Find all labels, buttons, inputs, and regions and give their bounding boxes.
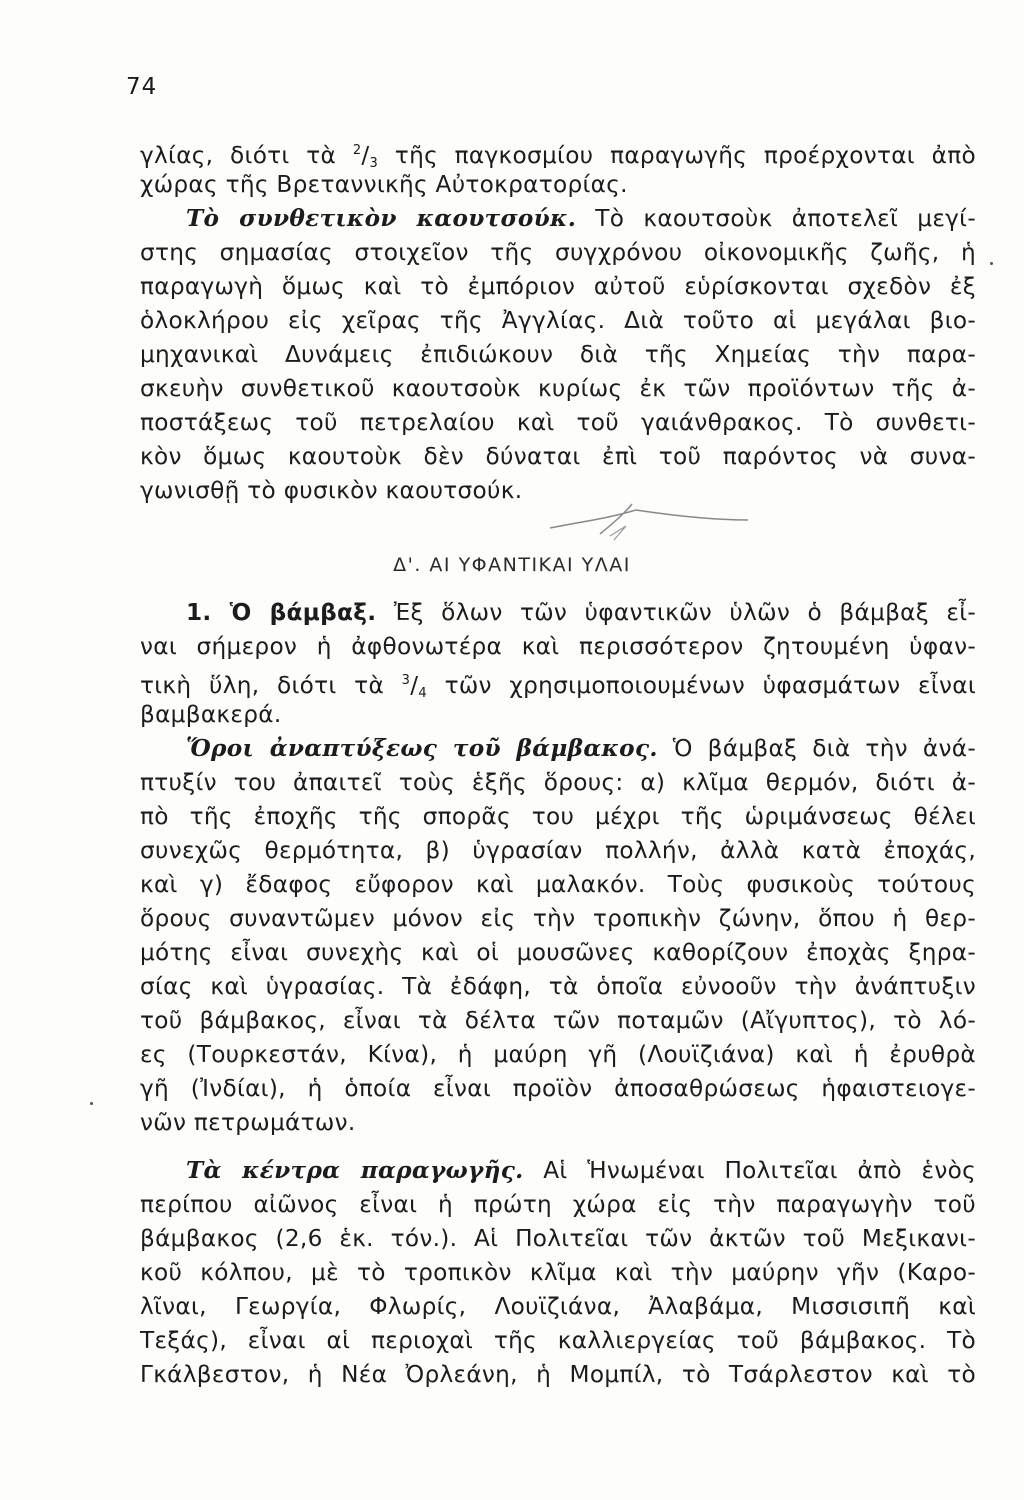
- text-line: βαμβακερά.: [140, 701, 282, 728]
- text-line: χώρας τῆς Βρεταννικῆς Αὐτοκρατορίας.: [140, 171, 628, 198]
- paper-speck: [990, 262, 993, 265]
- text-line: Τεξάς), εἶναι αἱ περιοχαὶ τῆς καλλιεργείας τοῦ βάμβακος. Τὸ: [140, 1327, 976, 1354]
- text-line: γλίας, διότι τὰ $^2/_3$ τῆς παγκοσμίου παραγωγῆς προέρχονται ἀπὸ: [140, 142, 976, 171]
- paragraph-heading: Τὰ κέντρα παραγωγῆς.: [186, 1157, 524, 1184]
- text-line: Τὰ κέντρα παραγωγῆς. Αἱ Ἡνωμέναι Πολιτεῖαι ἀπὸ ἑνὸς: [186, 1157, 976, 1184]
- paper-speck: [90, 1102, 93, 1105]
- text-line: παραγωγὴ ὅμως καὶ τὸ ἐμπόριον αὐτοῦ εὑρίσκονται σχεδὸν ἐξ: [140, 273, 976, 300]
- text-line: πὸ τῆς ἐποχῆς τῆς σπορᾶς του μέχρι τῆς ὡριμάνσεως θέλει: [140, 803, 976, 830]
- paragraph-heading: Τὸ συνθετικὸν καουτσούκ.: [186, 205, 577, 232]
- text-line: κοῦ κόλπου, μὲ τὸ τροπικὸν κλῖμα καὶ τὴν μαύρην γῆν (Καρο-: [140, 1259, 976, 1286]
- section-heading: Δ'. ΑΙ ΥΦΑΝΤΙΚΑΙ ΥΛΑΙ: [393, 554, 631, 576]
- text-line: γωνισθῇ τὸ φυσικὸν καουτσούκ.: [140, 477, 523, 504]
- text-line: ναι σήμερον ἡ ἀφθονωτέρα καὶ περισσότερον ζητουμένη ὑφαν-: [140, 633, 976, 660]
- text-line: σίας καὶ ὑγρασίας. Τὰ ἐδάφη, τὰ ὁποῖα εὐνοοῦν τὴν ἀνάπτυξιν: [140, 973, 976, 1000]
- text-line: σκευὴν συνθετικοῦ καουτσοὺκ κυρίως ἐκ τῶν προϊόντων τῆς ἀ-: [140, 375, 976, 402]
- paragraph-heading: Ὅροι ἀναπτύξεως τοῦ βάμβακος.: [186, 735, 658, 762]
- text-line: ὁλοκλήρου εἰς χεῖρας τῆς Ἀγγλίας. Διὰ τοῦτο αἱ μεγάλαι βιο-: [140, 307, 976, 334]
- text-line: Γκάλβεστον, ἡ Νέα Ὀρλεάνη, ἡ Μομπίλ, τὸ Τσάρλεστον καὶ τὸ: [140, 1361, 976, 1388]
- text-line: βάμβακος (2,6 ἑκ. τόν.). Αἱ Πολιτεῖαι τῶν ἀκτῶν τοῦ Μεξικανι-: [140, 1225, 976, 1252]
- pen-mark-scribble: [540, 496, 760, 546]
- text-line: πτυξίν του ἀπαιτεῖ τοὺς ἑξῆς ὅρους: α) κλῖμα θερμόν, διότι ἀ-: [140, 769, 976, 796]
- text-line: νῶν πετρωμάτων.: [140, 1109, 356, 1136]
- text-line: γῆ (Ἰνδίαι), ἡ ὁποία εἶναι προϊὸν ἀποσαθρώσεως ἡφαιστειογε-: [140, 1075, 976, 1102]
- text-line: ες (Τουρκεστάν, Κίνα), ἡ μαύρη γῆ (Λουϊζιάνα) καὶ ἡ ἐρυθρὰ: [140, 1041, 976, 1068]
- text-line: περίπου αἰῶνος εἶναι ἡ πρώτη χώρα εἰς τὴν παραγωγὴν τοῦ: [140, 1191, 976, 1218]
- text-line: κὸν ὅμως καουτοὺκ δὲν δύναται ἐπὶ τοῦ παρόντος νὰ συνα-: [140, 443, 976, 470]
- text-line: λῖναι, Γεωργία, Φλωρίς, Λουϊζιάνα, Ἀλαβάμα, Μισσισιπῆ καὶ: [140, 1293, 976, 1320]
- text-line: μότης εἶναι συνεχὴς καὶ οἱ μουσῶνες καθορίζουν ἐποχὰς ξηρα-: [140, 939, 976, 966]
- text-line: ὅρους συναντῶμεν μόνον εἰς τὴν τροπικὴν ζώνην, ὅπου ἡ θερ-: [140, 905, 976, 932]
- paragraph-heading: 1. Ὁ βάμβαξ.: [186, 599, 377, 626]
- text-line: τοῦ βάμβακος, εἶναι τὰ δέλτα τῶν ποταμῶν (Αἴγυπτος), τὸ λό-: [140, 1007, 976, 1034]
- text-line: Τὸ συνθετικὸν καουτσούκ. Τὸ καουτσοὺκ ἀποτελεῖ μεγί-: [186, 205, 976, 232]
- text-line: συνεχῶς θερμότητα, β) ὑγρασίαν πολλήν, ἀλλὰ κατὰ ἐποχάς,: [140, 837, 976, 864]
- text-line: στης σημασίας στοιχεῖον τῆς συγχρόνου οἰκονομικῆς ζωῆς, ἡ: [140, 239, 976, 266]
- text-line: μηχανικαὶ Δυνάμεις ἐπιδιώκουν διὰ τῆς Χημείας τὴν παρα-: [140, 341, 976, 368]
- text-line: ποστάξεως τοῦ πετρελαίου καὶ τοῦ γαιάνθρακος. Τὸ συνθετι-: [140, 409, 976, 436]
- text-line: καὶ γ) ἔδαφος εὔφορον καὶ μαλακόν. Τοὺς φυσικοὺς τούτους: [140, 871, 976, 898]
- text-line: 1. Ὁ βάμβαξ. Ἐξ ὅλων τῶν ὑφαντικῶν ὑλῶν ὁ βάμβαξ εἶ-: [186, 599, 977, 626]
- text-line: τικὴ ὕλη, διότι τὰ $^3/_4$ τῶν χρησιμοποιουμένων ὑφασμάτων εἶναι: [140, 672, 976, 701]
- text-line: Ὅροι ἀναπτύξεως τοῦ βάμβακος. Ὁ βάμβαξ διὰ τὴν ἀνά-: [186, 735, 976, 762]
- page-number: 74: [126, 74, 158, 100]
